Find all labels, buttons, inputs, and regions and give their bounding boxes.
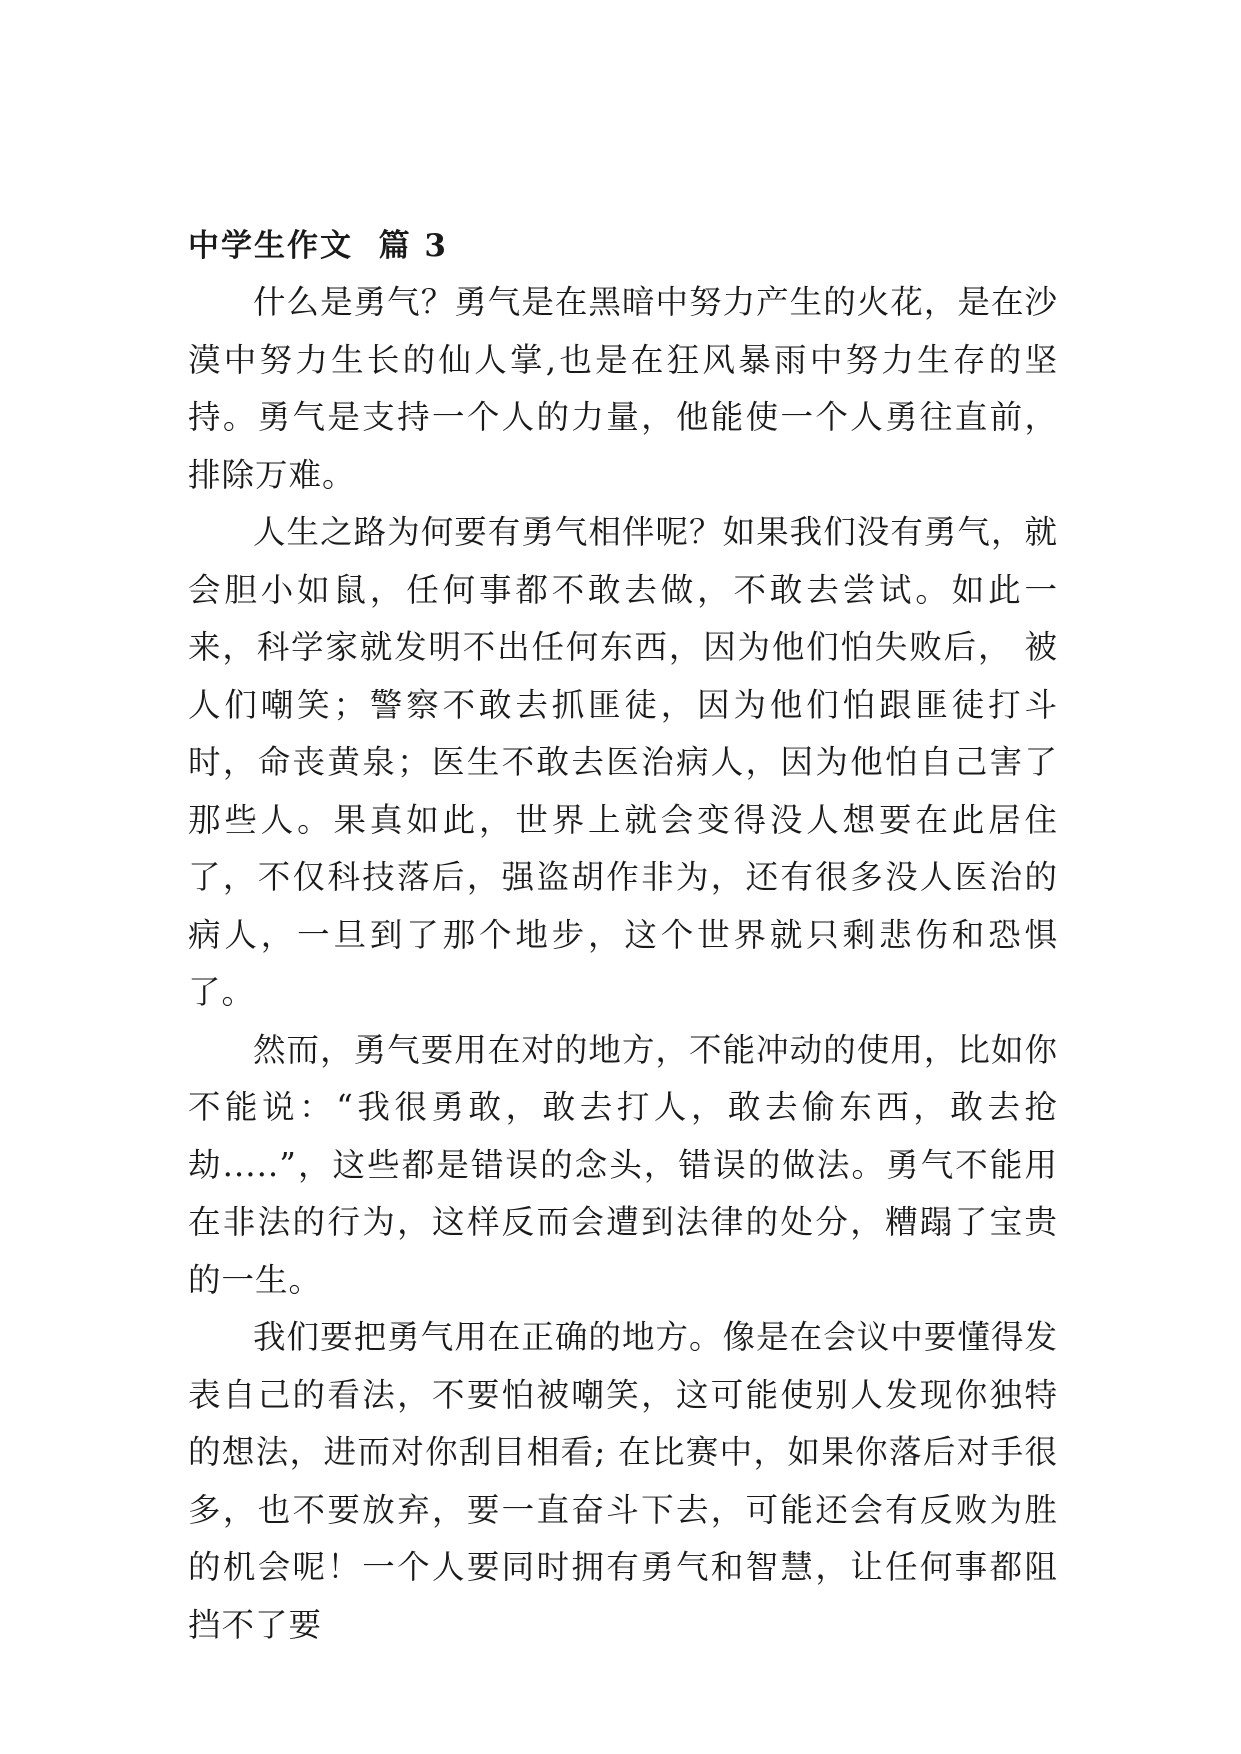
paragraph-2: 人生之路为何要有勇气相伴呢？如果我们没有勇气，就会胆小如鼠，任何事都不敢去做，不敢去尝试。如此一来，科学家就发明不出任何东西，因为他们怕失败后， 被人们嘲笑；警察不敢去抓匪徒，因为他们怕跟匪徒打斗时，命丧黄泉；医生不敢去医治病人，因为他怕自己害了那些人。果真如此，世界上就会变得没人想要在此居住了，不仅科技落后，强盗胡作非为，还有很多没人医治的病人，一旦到了那个地步，这个世界就只剩悲伤和恐惧了。 xyxy=(188,513,1058,1011)
paragraph-3: 然而，勇气要用在对的地方，不能冲动的使用，比如你不能说：“我很勇敢，敢去打人，敢去偷东西，敢去抢劫.....”，这些都是错误的念头，错误的做法。勇气不能用在非法的行为，这样反而会遭到法律的处分，糟蹋了宝贵的一生。 xyxy=(188,1030,1058,1299)
document-title: 中学生作文 篇 3 xyxy=(188,228,448,264)
paragraph-1: 什么是勇气？勇气是在黑暗中努力产生的火花，是在沙漠中努力生长的仙人掌,也是在狂风暴雨中努力生存的坚持。勇气是支持一个人的力量，他能使一个人勇往直前，排除万难。 xyxy=(188,283,1058,494)
document-page xyxy=(188,218,1058,1654)
paragraph-4: 我们要把勇气用在正确的地方。像是在会议中要懂得发表自己的看法，不要怕被嘲笑，这可能使别人发现你独特的想法，进而对你刮目相看; 在比赛中，如果你落后对手很多，也不要放弃，要一直奋斗下去，可能还会有反败为胜的机会呢！一个人要同时拥有勇气和智慧，让任何事都阻挡不了要 xyxy=(188,1318,1058,1644)
